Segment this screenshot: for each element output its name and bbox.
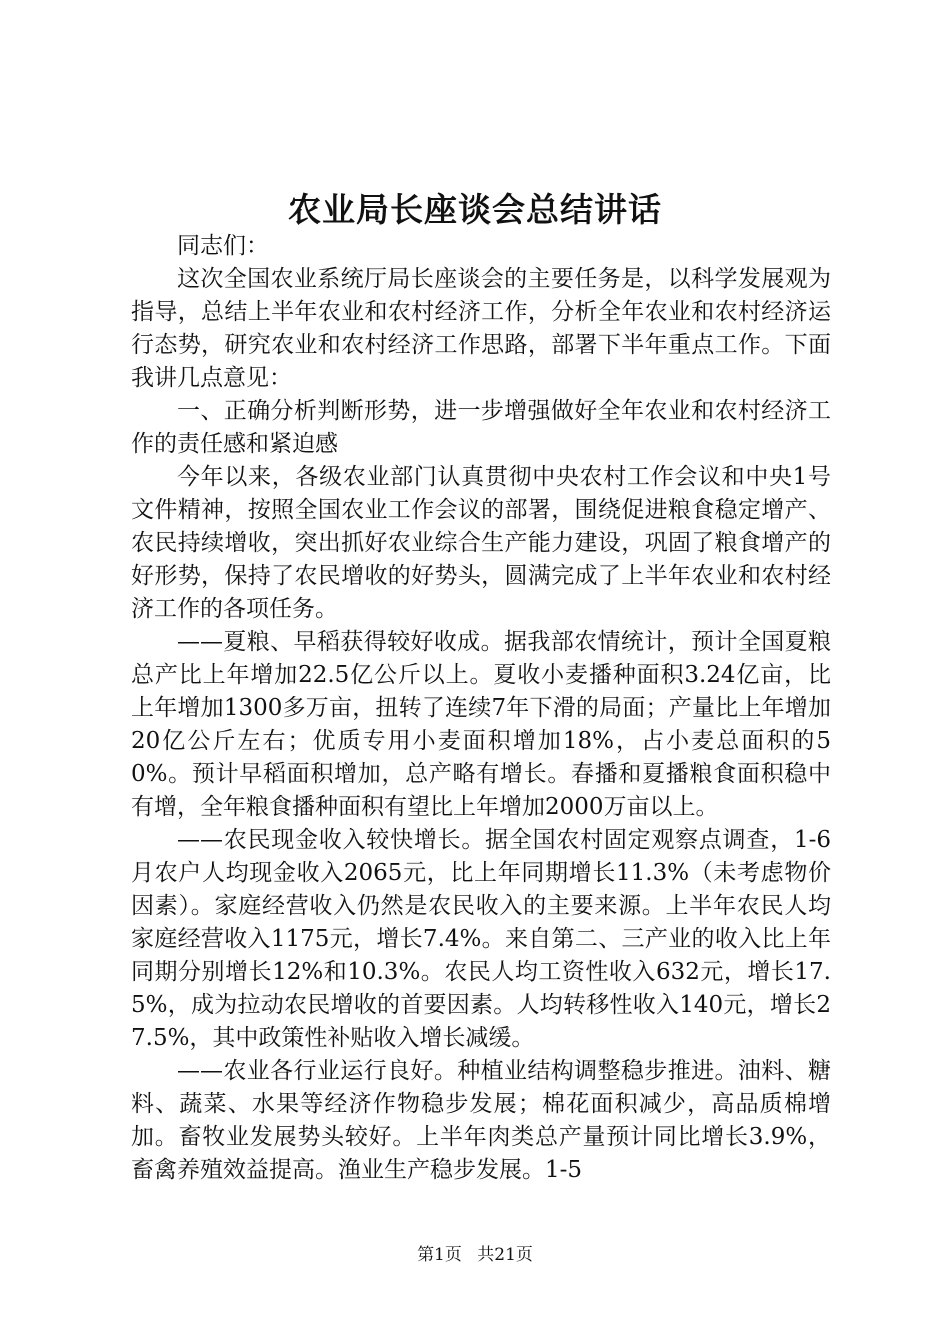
paragraph-grain-harvest: ——夏粮、早稻获得较好收成。据我部农情统计，预计全国夏粮总产比上年增加22.5亿公斤以上。夏收小麦播种面积3.24亿亩，比上年增加1300多万亩，扭转了连续7年下滑的局面；产量比上年增加20亿公斤左右；优质专用小麦面积增加18%，占小麦总面积的50%。预计早稻面积增加，总产略有增长。春播和夏播粮食面积稳中有增，全年粮食播种面积有望比上年增加2000万亩以上。 <box>131 629 831 820</box>
page-total: 共21页 <box>477 1245 533 1265</box>
page-number: 第1页 <box>417 1245 462 1265</box>
page-footer <box>0 1243 950 1267</box>
section-heading: 一、正确分析判断形势，进一步增强做好全年农业和农村经济工作的责任感和紧迫感 <box>131 398 831 457</box>
paragraph-overview: 今年以来，各级农业部门认真贯彻中央农村工作会议和中央1号文件精神，按照全国农业工作会议的部署，围绕促进粮食稳定增产、农民持续增收，突出抓好农业综合生产能力建设，巩固了粮食增产的好形势，保持了农民增收的好势头，圆满完成了上半年农业和农村经济工作的各项任务。 <box>131 464 831 622</box>
paragraph-intro: 这次全国农业系统厅局长座谈会的主要任务是，以科学发展观为指导，总结上半年农业和农村经济工作，分析全年农业和农村经济运行态势，研究农业和农村经济工作思路，部署下半年重点工作。下面我讲几点意见： <box>131 266 831 391</box>
paragraph-salutation: 同志们： <box>177 233 269 259</box>
paragraph-farmer-income: ——农民现金收入较快增长。据全国农村固定观察点调查，1-6月农户人均现金收入2065元，比上年同期增长11.3%（未考虑物价因素）。家庭经营收入仍然是农民收入的主要来源。上半年农民人均家庭经营收入1175元，增长7.4%。来自第二、三产业的收入比上年同期分别增长12%和10.3%。农民人均工资性收入632元，增长17.5%，成为拉动农民增收的首要因素。人均转移性收入140元，增长27.5%，其中政策性补贴收入增长减缓。 <box>131 827 831 1051</box>
paragraph-industry-operation: ——农业各行业运行良好。种植业结构调整稳步推进。油料、糖料、蔬菜、水果等经济作物稳步发展；棉花面积减少，高品质棉增加。畜牧业发展势头较好。上半年肉类总产量预计同比增长3.9%，畜禽养殖效益提高。渔业生产稳步发展。1-5 <box>131 1058 831 1183</box>
document-body <box>131 230 831 1187</box>
document-title: 农业局长座谈会总结讲话 <box>288 190 662 229</box>
